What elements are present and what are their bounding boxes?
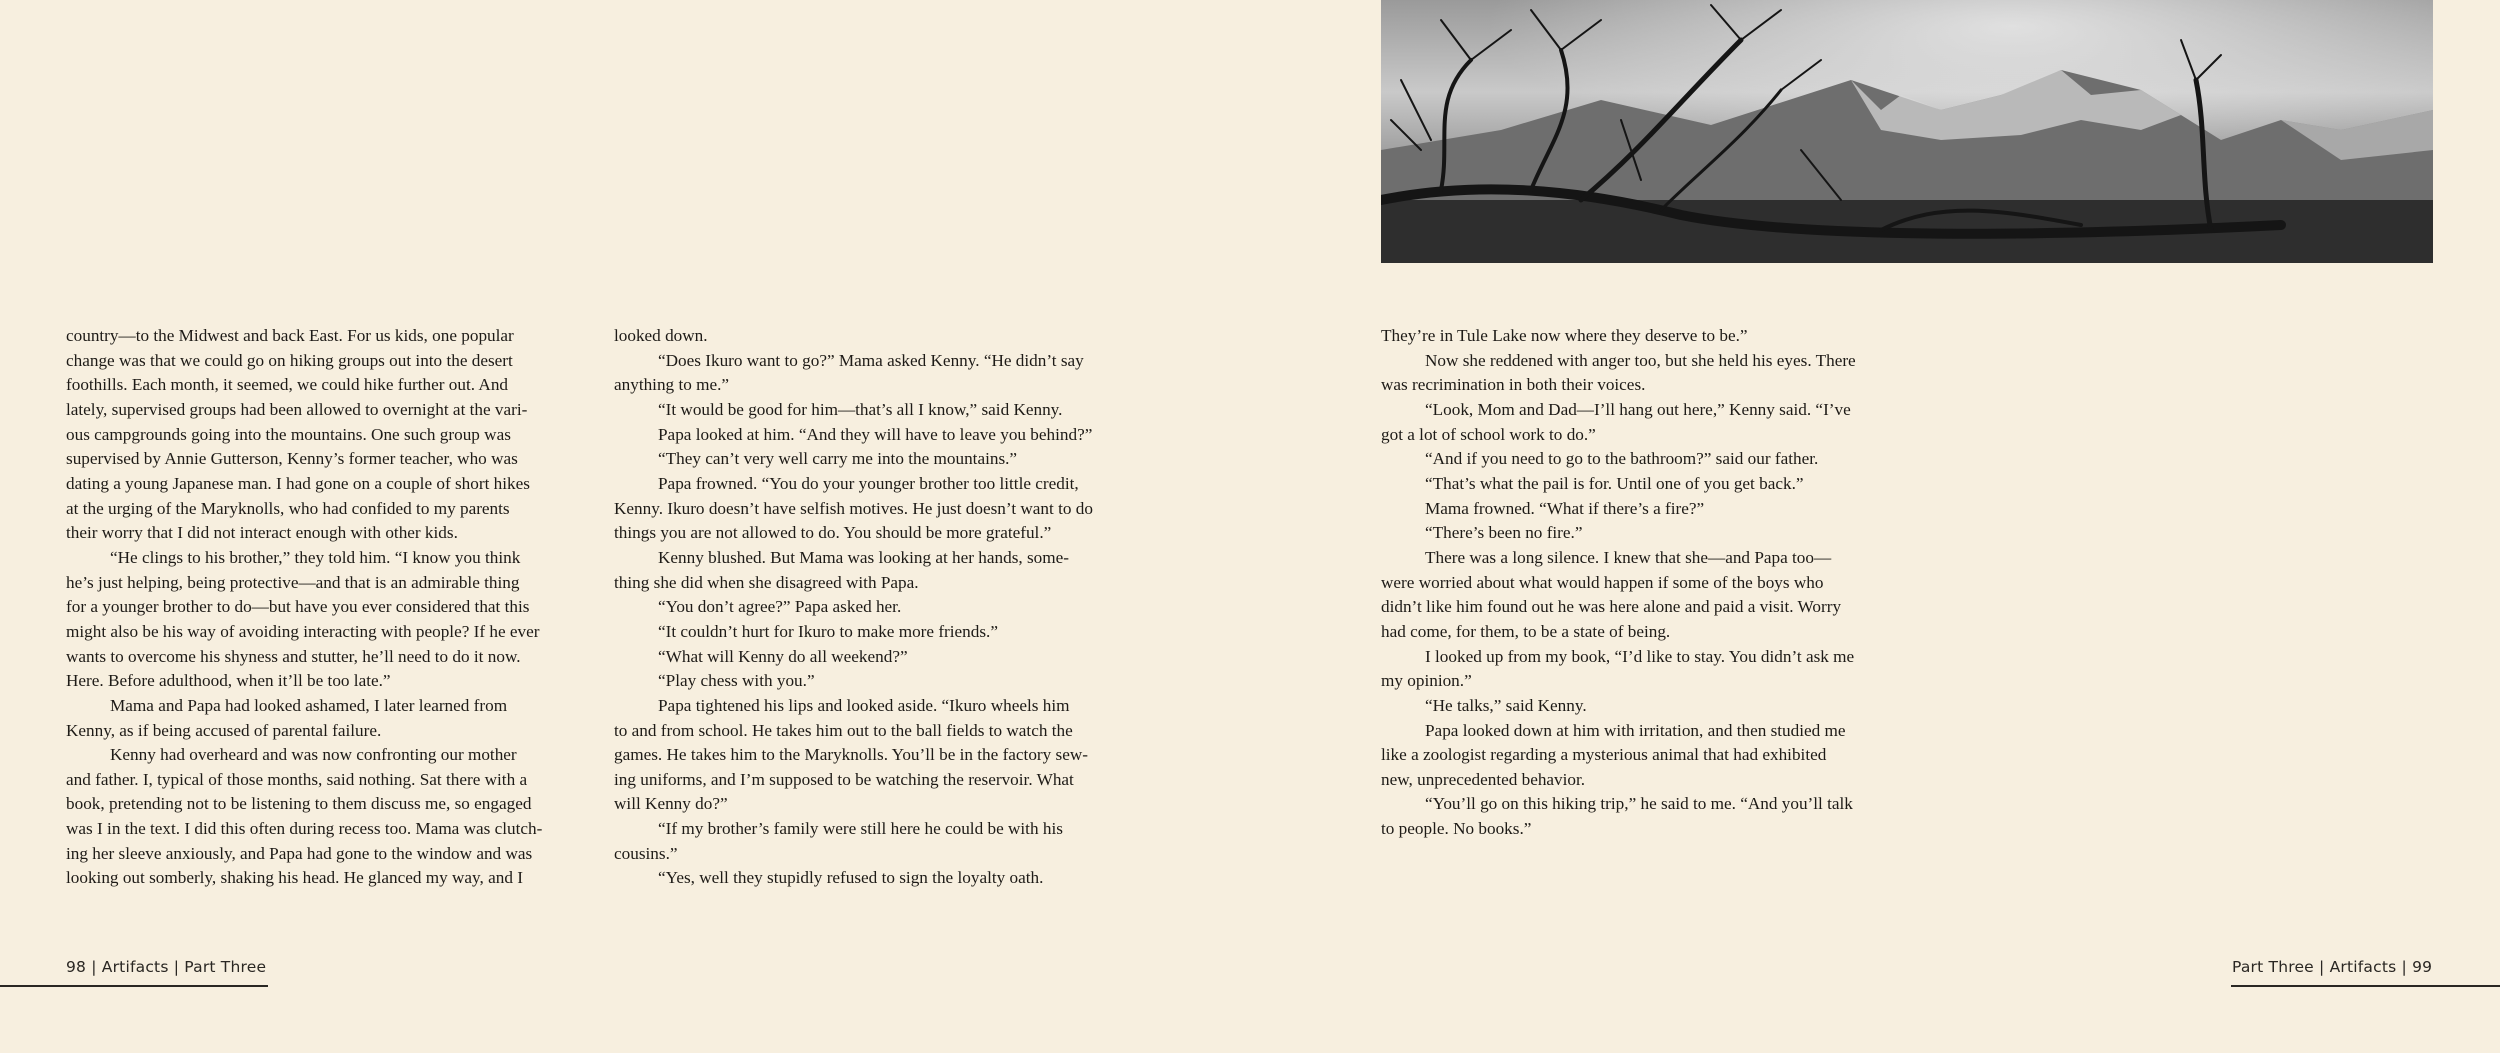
text-line: looked down. bbox=[614, 326, 708, 345]
text-line: might also be his way of avoiding interacting with people? If he ever bbox=[66, 621, 540, 641]
text-line: Papa tightened his lips and looked aside. “Ikuro wheels him bbox=[658, 695, 1070, 715]
text-line: cousins.” bbox=[614, 843, 678, 863]
text-line: to people. No books.” bbox=[1381, 819, 1532, 839]
text-line: my opinion.” bbox=[1381, 671, 1472, 691]
text-line: “What will Kenny do all weekend?” bbox=[658, 646, 908, 666]
text-line: Mama frowned. “What if there’s a fire?” bbox=[1425, 498, 1705, 518]
text-line: Here. Before adulthood, when it’ll be too late.” bbox=[66, 671, 391, 691]
text-line: Kenny blushed. But Mama was looking at her hands, some- bbox=[658, 547, 1069, 567]
text-line: was recrimination in both their voices. bbox=[1381, 375, 1646, 395]
text-line: supervised by Annie Gutterson, Kenny’s former teacher, who was bbox=[66, 449, 518, 469]
text-line: will Kenny do?” bbox=[614, 794, 728, 814]
left-page-footer: 98 | Artifacts | Part Three bbox=[66, 958, 267, 976]
text-line: dating a young Japanese man. I had gone on a couple of short hikes bbox=[66, 473, 530, 493]
text-line: change was that we could go on hiking groups out into the desert bbox=[66, 350, 513, 370]
text-line: foothills. Each month, it seemed, we could hike further out. And bbox=[66, 375, 509, 395]
text-line: and father. I, typical of those months, said nothing. Sat there with a bbox=[66, 769, 528, 789]
text-line: for a younger brother to do—but have you ever considered that this bbox=[66, 597, 530, 617]
text-line: had come, for them, to be a state of being. bbox=[1381, 621, 1671, 641]
text-line: Papa frowned. “You do your younger brother too little credit, bbox=[658, 473, 1079, 493]
text-line: anything to me.” bbox=[614, 375, 730, 395]
text-line: new, unprecedented behavior. bbox=[1381, 769, 1586, 789]
text-line: at the urging of the Maryknolls, who had confided to my parents bbox=[66, 498, 510, 518]
text-line: he’s just helping, being protective—and that is an admirable thing bbox=[66, 572, 520, 592]
text-line: Now she reddened with anger too, but she held his eyes. There bbox=[1425, 350, 1856, 370]
text-line: their worry that I did not interact enough with other kids. bbox=[66, 523, 458, 543]
text-line: like a zoologist regarding a mysterious animal that had exhibited bbox=[1381, 745, 1827, 765]
left-footer-rule bbox=[0, 985, 268, 987]
text-line: “He clings to his brother,” they told him. “I know you think bbox=[110, 547, 521, 567]
text-line: ing her sleeve anxiously, and Papa had gone to the window and was bbox=[66, 843, 533, 863]
text-line: thing she did when she disagreed with Papa. bbox=[614, 572, 919, 592]
text-line: ing uniforms, and I’m supposed to be watching the reservoir. What bbox=[614, 769, 1074, 789]
text-line: was I in the text. I did this often during recess too. Mama was clutch- bbox=[66, 819, 543, 839]
text-line: looking out somberly, shaking his head. He glanced my way, and I bbox=[66, 868, 523, 888]
text-line: “If my brother’s family were still here he could be with his bbox=[658, 819, 1063, 839]
text-line: I looked up from my book, “I’d like to stay. You didn’t ask me bbox=[1425, 646, 1855, 666]
text-line: didn’t like him found out he was here alone and paid a visit. Worry bbox=[1381, 597, 1842, 617]
text-line: “Play chess with you.” bbox=[658, 671, 815, 691]
text-line: “It couldn’t hurt for Ikuro to make more friends.” bbox=[658, 621, 998, 641]
text-line: wants to overcome his shyness and stutter, he’ll need to do it now. bbox=[66, 646, 521, 666]
text-line: “You’ll go on this hiking trip,” he said to me. “And you’ll talk bbox=[1425, 794, 1853, 814]
text-line: ous campgrounds going into the mountains. One such group was bbox=[66, 424, 511, 444]
text-line: Mama and Papa had looked ashamed, I later learned from bbox=[110, 695, 508, 715]
text-line: country—to the Midwest and back East. For us kids, one popular bbox=[66, 326, 514, 345]
text-line: Papa looked at him. “And they will have to leave you behind?” bbox=[658, 424, 1093, 444]
text-line: “Does Ikuro want to go?” Mama asked Kenny. “He didn’t say bbox=[658, 350, 1084, 370]
text-line: things you are not allowed to do. You should be more grateful.” bbox=[614, 523, 1052, 543]
text-line: “Look, Mom and Dad—I’ll hang out here,” Kenny said. “I’ve bbox=[1425, 399, 1851, 419]
text-line: “There’s been no fire.” bbox=[1425, 523, 1583, 543]
text-line: “That’s what the pail is for. Until one of you get back.” bbox=[1425, 473, 1804, 493]
text-line: Kenny. Ikuro doesn’t have selfish motives. He just doesn’t want to do bbox=[614, 498, 1093, 518]
mountain-landscape-photo bbox=[1381, 0, 2433, 263]
text-line: were worried about what would happen if some of the boys who bbox=[1381, 572, 1824, 592]
text-line: to and from school. He takes him out to the ball fields to watch the bbox=[614, 720, 1073, 740]
text-line: “It would be good for him—that’s all I know,” said Kenny. bbox=[658, 399, 1063, 419]
text-line: They’re in Tule Lake now where they deserve to be.” bbox=[1381, 326, 1748, 345]
text-line: “Yes, well they stupidly refused to sign the loyalty oath. bbox=[658, 868, 1044, 888]
right-footer-rule bbox=[2231, 985, 2500, 987]
text-line: got a lot of school work to do.” bbox=[1381, 424, 1596, 444]
text-line: book, pretending not to be listening to them discuss me, so engaged bbox=[66, 794, 532, 814]
text-line: There was a long silence. I knew that she—and Papa too— bbox=[1425, 547, 1832, 567]
text-line: “They can’t very well carry me into the mountains.” bbox=[658, 449, 1018, 469]
text-line: “And if you need to go to the bathroom?” said our father. bbox=[1425, 449, 1819, 469]
text-line: “You don’t agree?” Papa asked her. bbox=[658, 597, 902, 617]
right-page-footer: Part Three | Artifacts | 99 bbox=[2232, 958, 2433, 976]
right-page-column bbox=[1381, 324, 1856, 842]
text-line: Papa looked down at him with irritation, and then studied me bbox=[1425, 720, 1846, 740]
text-line: Kenny had overheard and was now confronting our mother bbox=[110, 745, 517, 765]
text-line: lately, supervised groups had been allowed to overnight at the vari- bbox=[66, 399, 528, 419]
text-line: Kenny, as if being accused of parental failure. bbox=[66, 720, 382, 740]
left-page-column-2 bbox=[614, 324, 1093, 891]
photo-illustration bbox=[1381, 0, 2433, 263]
left-page-column-1 bbox=[66, 324, 542, 891]
text-line: “He talks,” said Kenny. bbox=[1425, 695, 1587, 715]
text-line: games. He takes him to the Maryknolls. You’ll be in the factory sew- bbox=[614, 745, 1088, 765]
